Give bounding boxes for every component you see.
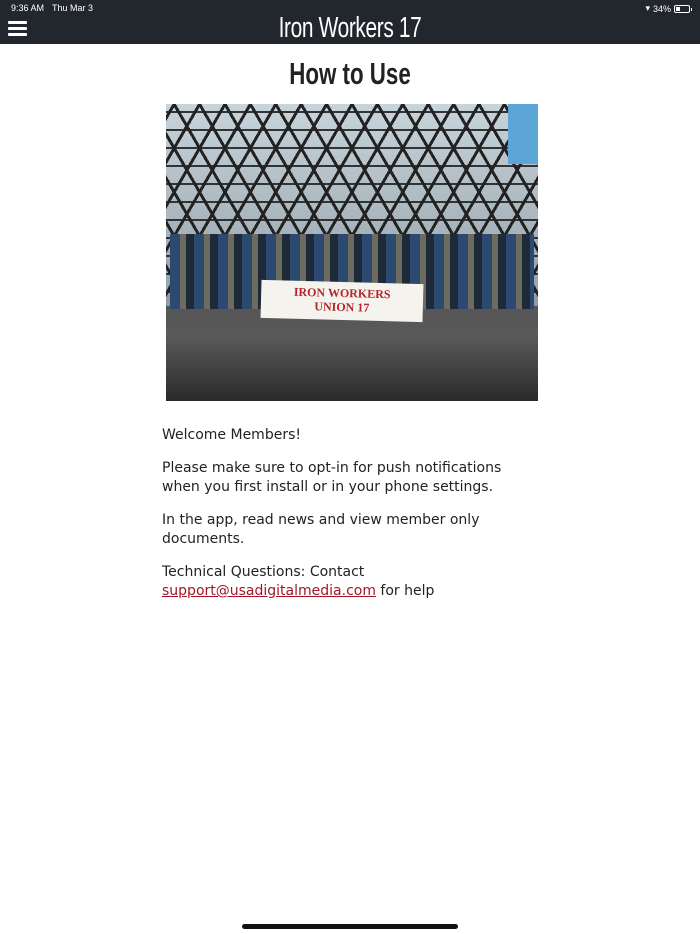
status-indicators bbox=[645, 3, 690, 14]
union-group-photo bbox=[166, 104, 538, 401]
battery-percent: 34% bbox=[652, 3, 671, 14]
photo-banner bbox=[261, 280, 424, 322]
welcome-text: Welcome Members! bbox=[162, 427, 301, 443]
content-body bbox=[162, 426, 542, 615]
tech-label: Technical Questions: Contact bbox=[162, 563, 365, 580]
wifi-icon: ▾ bbox=[645, 3, 650, 13]
battery-icon bbox=[674, 5, 690, 13]
support-email-link[interactable]: support@usadigitalmedia.com bbox=[162, 583, 376, 599]
status-date: Thu Mar 3 bbox=[52, 3, 94, 13]
hamburger-menu-icon[interactable] bbox=[8, 21, 27, 37]
app-title: Iron Workers 17 bbox=[278, 12, 422, 44]
banner-line-2: UNION 17 bbox=[314, 299, 370, 315]
status-time: 9:36 AM bbox=[11, 3, 45, 13]
top-bar bbox=[0, 0, 700, 44]
banner-line-1: IRON WORKERS bbox=[293, 284, 391, 302]
page-title: How to Use bbox=[289, 56, 411, 91]
app-info-text: In the app, read news and view member only documents. bbox=[162, 511, 480, 547]
photo-sky bbox=[508, 104, 538, 164]
home-indicator[interactable] bbox=[242, 924, 458, 929]
help-text: for help bbox=[375, 583, 435, 599]
push-notification-text: Please make sure to opt-in for push notifications when you first install or in your phone settings. bbox=[162, 459, 502, 495]
tech-support-text bbox=[162, 563, 542, 602]
